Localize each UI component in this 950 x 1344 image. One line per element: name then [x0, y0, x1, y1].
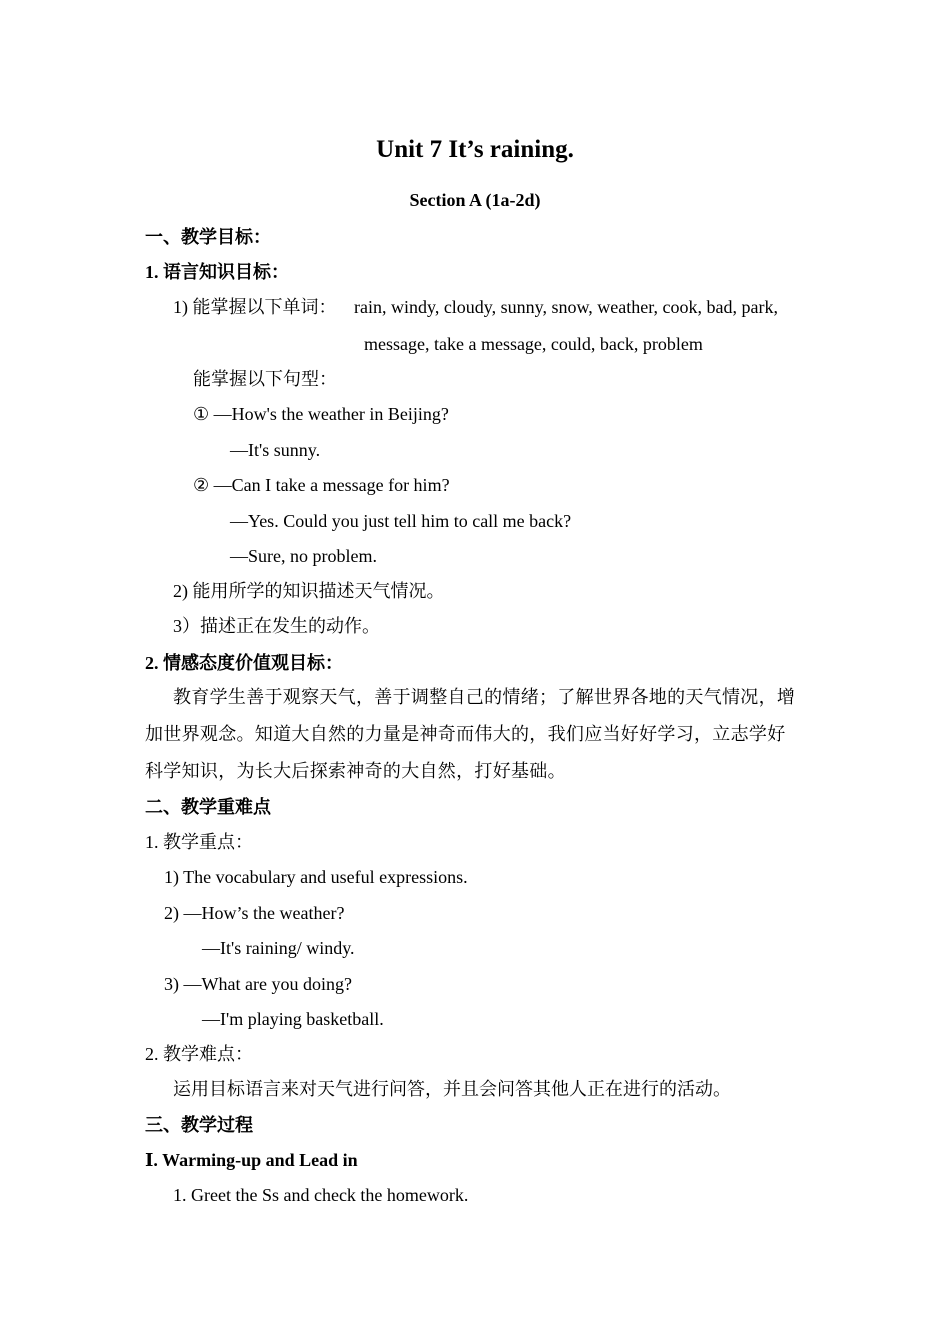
key-point-2-answer: —It's raining/ windy.	[202, 938, 355, 958]
section3-heading: 三、教学过程	[145, 1115, 253, 1135]
key-point-1: 1) The vocabulary and useful expressions.	[164, 867, 468, 887]
goal1-heading: 1. 语言知识目标：	[145, 262, 289, 282]
words-line-2: message, take a message, could, back, problem	[364, 334, 703, 354]
sentence-1-question: ① —How's the weather in Beijing?	[193, 404, 449, 424]
goal2-paragraph-line-1: 教育学生善于观察天气，善于调整自己的情绪；了解世界各地的天气情况，增	[173, 687, 796, 707]
words-label: 1) 能掌握以下单词：	[173, 297, 337, 317]
goal2-paragraph-line-3: 科学知识，为长大后探索神奇的大自然，打好基础。	[145, 761, 566, 781]
sentence-2-question: ② —Can I take a message for him?	[193, 475, 450, 495]
key-point-3-question: 3) —What are you doing?	[164, 974, 352, 994]
goal1-item-3: 3）描述正在发生的动作。	[173, 616, 380, 636]
difficult-points-heading: 2. 教学难点：	[145, 1044, 253, 1064]
sentence-2-answer-2: —Sure, no problem.	[230, 546, 377, 566]
section1-heading: 一、教学目标：	[145, 227, 271, 247]
goal2-heading: 2. 情感态度价值观目标：	[145, 653, 343, 673]
step1-heading: Ⅰ. Warming-up and Lead in	[145, 1150, 358, 1170]
difficult-points-text: 运用目标语言来对天气进行问答，并且会问答其他人正在进行的活动。	[173, 1079, 731, 1099]
key-point-2-question: 2) —How’s the weather?	[164, 903, 345, 923]
sentences-label: 能掌握以下句型：	[193, 369, 337, 389]
page-title: Unit 7 It’s raining.	[376, 136, 574, 163]
step1-item-1: 1. Greet the Ss and check the homework.	[173, 1185, 469, 1205]
sentence-1-answer: —It's sunny.	[230, 440, 321, 460]
sentence-2-answer-1: —Yes. Could you just tell him to call me back?	[230, 511, 572, 531]
words-line-1: rain, windy, cloudy, sunny, snow, weather, cook, bad, park,	[354, 297, 779, 317]
section-subtitle: Section A (1a-2d)	[409, 190, 541, 210]
section2-heading: 二、教学重难点	[145, 797, 271, 817]
key-point-3-answer: —I'm playing basketball.	[202, 1009, 384, 1029]
goal2-paragraph-line-2: 加世界观念。知道大自然的力量是神奇而伟大的，我们应当好好学习，立志学好	[145, 724, 786, 744]
key-points-heading: 1. 教学重点：	[145, 832, 253, 852]
goal1-item-2: 2) 能用所学的知识描述天气情况。	[173, 581, 445, 601]
